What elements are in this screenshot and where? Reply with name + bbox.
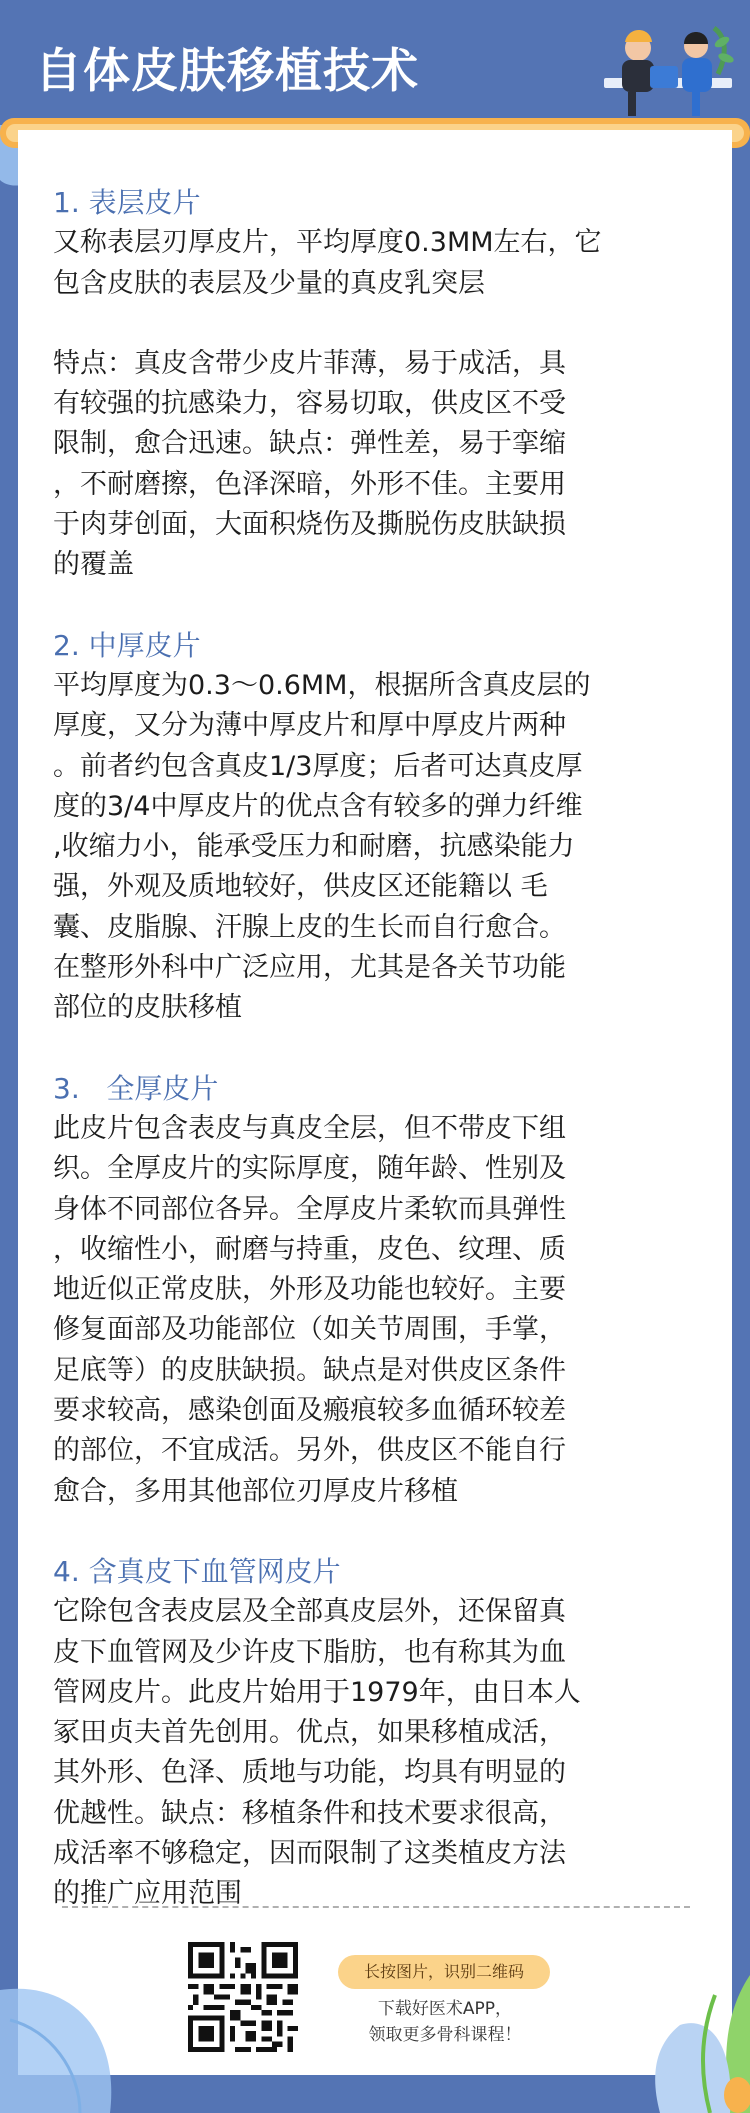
section-paragraph: 它除包含表皮层及全部真皮层外，还保留真 皮下血管网及少许皮下脂肪，也有称其为血 管网皮片。此皮片始用于1979年，由日本人 冢田贞夫首先创用。优点，如果移植成活， 其外形、色泽、质地与功能，均具有明显的 优越性。缺点：移植条件和技术要求很高， 成活率不够稳定，因而限制了这类植皮方法 的推广应用范围 <box>53 1596 581 1910</box>
article-content <box>53 183 693 1955</box>
header <box>0 0 750 125</box>
promo-line: 领取更多骨科课程！ <box>368 2025 522 2045</box>
section-full-thickness-graft <box>53 1069 693 1512</box>
section-paragraph: 此皮片包含表皮与真皮全层，但不带皮下组 织。全厚皮片的实际厚度，随年龄、性别及 身体不同部位各异。全厚皮片柔软而具弹性 ，收缩性小，耐磨与持重，皮色、纹理、质 地近似正常皮肤，外形及功能也较好。主要 修复面部及功能部位（如关节周围，手掌， 足底等）的皮肤缺损。缺点是对供皮区条件 要求较高，感染创面及瘢痕较多血循环较差 的部位，不宜成活。另外，供皮区不能自行 愈合，多用其他部位刃厚皮片移植 <box>53 1112 566 1507</box>
section-paragraph: 平均厚度为0.3～0.6MM，根据所含真皮层的 厚度，又分为薄中厚皮片和厚中厚皮片两种 。前者约包含真皮1/3厚度；后者可达真皮厚 度的3/4中厚皮片的优点含有较多的弹力纤维 ,收缩力小，能承受压力和耐磨，抗感染能力 强，外观及质地较好，供皮区还能籍以 毛 囊、皮脂腺、汗腺上皮的生长而自行愈合。 在整形外科中广泛应用，尤其是各关节功能 部位的皮肤移植 <box>53 669 591 1024</box>
people-illustration-icon <box>598 8 738 126</box>
leaf-decoration-bottom-left <box>0 1960 150 2113</box>
qr-code-icon[interactable] <box>188 1942 298 2052</box>
scan-qr-hint-badge: 长按图片，识别二维码 <box>338 1955 550 1989</box>
section-heading: 1. 表层皮片 <box>53 186 201 219</box>
section-paragraph: 又称表层刃厚皮片，平均厚度0.3MM左右，它 包含皮肤的表层及少量的真皮乳突层 <box>53 227 602 299</box>
promo-line: 下载好医术APP， <box>377 1999 513 2019</box>
section-heading: 3. 全厚皮片 <box>53 1071 219 1105</box>
leaf-decoration-bottom-right <box>620 1955 750 2113</box>
page-title: 自体皮肤移植技术 <box>35 44 419 99</box>
section-heading: 4. 含真皮下血管网皮片 <box>53 1554 341 1588</box>
section-paragraph: 特点：真皮含带少皮片菲薄，易于成活，具 有较强的抗感染力，容易切取，供皮区不受 限制，愈合迅速。缺点：弹性差，易于挛缩 ，不耐磨擦，色泽深暗，外形不佳。主要用 于肉芽创面，大面积烧伤及撕脱伤皮肤缺损 的覆盖 <box>53 347 566 581</box>
section-subdermal-vascular-graft <box>53 1552 693 1915</box>
section-heading: 2. 中厚皮片 <box>53 628 201 662</box>
app-promo-text <box>330 1996 560 2048</box>
dashed-divider <box>62 1906 690 1908</box>
section-epidermal-graft <box>53 183 693 586</box>
section-split-thickness-graft <box>53 626 693 1029</box>
